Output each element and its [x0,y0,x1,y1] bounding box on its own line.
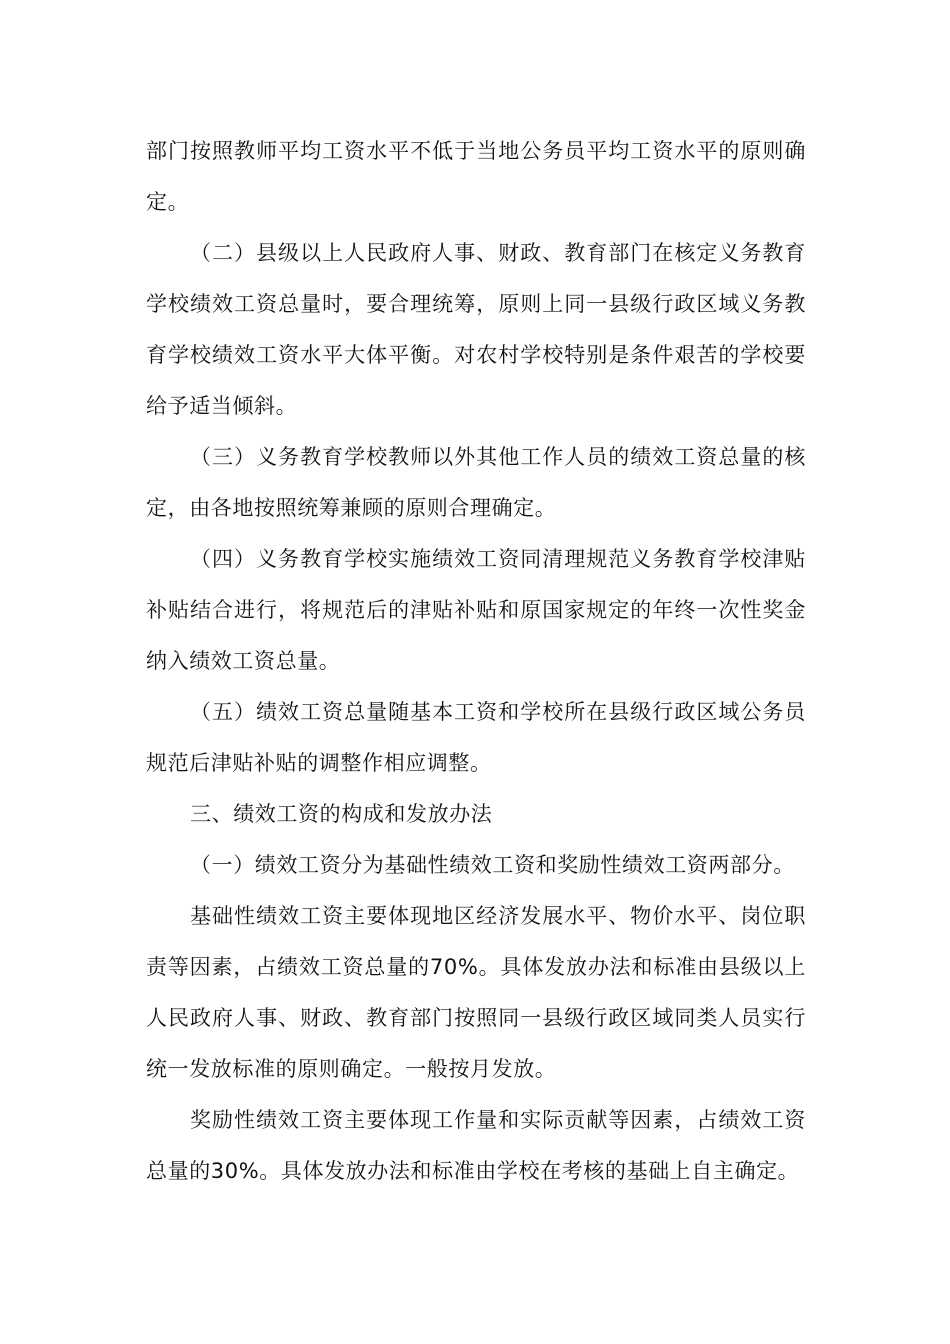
paragraph-item-5: （五）绩效工资总量随基本工资和学校所在县级行政区域公务员规范后津贴补贴的调整作相应调整。 [146,700,806,775]
paragraph-incentive-performance-pay: 奖励性绩效工资主要体现工作量和实际贡献等因素，占绩效工资总量的30%。具体发放办法和标准由学校在考核的基础上自主确定。 [146,1108,806,1183]
paragraph-section3-item-1: （一）绩效工资分为基础性绩效工资和奖励性绩效工资两部分。 [190,853,795,877]
document-body [146,126,806,1197]
section-heading-3: 三、绩效工资的构成和发放办法 [190,802,493,826]
paragraph-item-4: （四）义务教育学校实施绩效工资同清理规范义务教育学校津贴补贴结合进行，将规范后的津贴补贴和原国家规定的年终一次性奖金纳入绩效工资总量。 [146,547,806,673]
paragraph-item-2: （二）县级以上人民政府人事、财政、教育部门在核定义务教育学校绩效工资总量时，要合理统筹，原则上同一县级行政区域义务教育学校绩效工资水平大体平衡。对农村学校特别是条件艰苦的学校要给予适当倾斜。 [146,241,806,418]
paragraph-item-3: （三）义务教育学校教师以外其他工作人员的绩效工资总量的核定，由各地按照统筹兼顾的原则合理确定。 [146,445,806,520]
paragraph-continuation: 部门按照教师平均工资水平不低于当地公务员平均工资水平的原则确定。 [146,139,806,214]
paragraph-basic-performance-pay: 基础性绩效工资主要体现地区经济发展水平、物价水平、岗位职责等因素，占绩效工资总量的70%。具体发放办法和标准由县级以上人民政府人事、财政、教育部门按照同一县级行政区域同类人员实行统一发放标准的原则确定。一般按月发放。 [146,904,806,1081]
